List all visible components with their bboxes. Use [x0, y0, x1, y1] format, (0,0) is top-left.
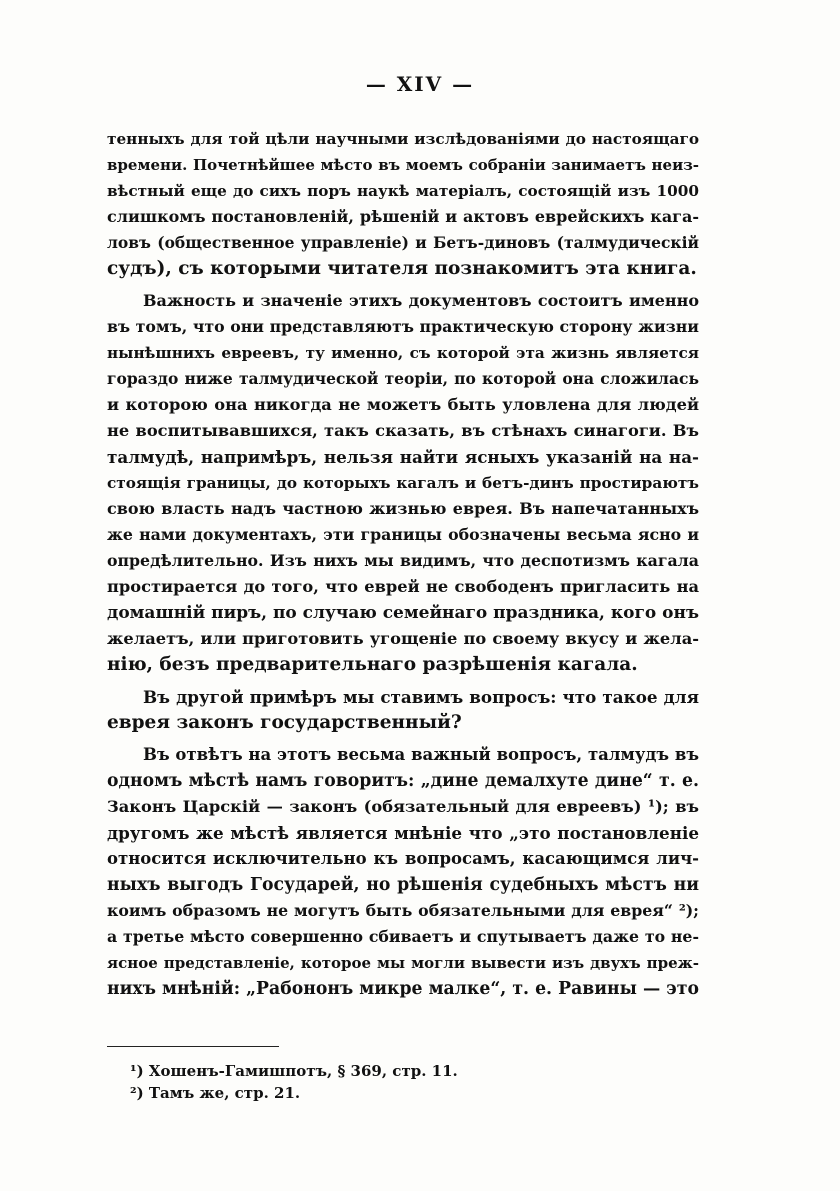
footnote-1: ¹) Хошенъ-Гамишпотъ, § 369, стр. 11. — [130, 1062, 458, 1080]
text-line: простирается до того, что еврей не свободенъ пригласить на — [107, 577, 699, 596]
paragraph-1 — [107, 126, 699, 282]
page-number: — XIV — — [365, 72, 475, 96]
text-line: талмудѣ, напримѣръ, нельзя найти ясныхъ указаній на на- — [107, 447, 699, 467]
text-line: судъ), съ которыми читателя познакомитъ эта книга. — [107, 258, 697, 279]
text-line: ловъ (общественное управленіе) и Бетъ-диновъ (талмудическій — [107, 233, 699, 252]
text-line: Въ другой примѣръ мы ставимъ вопросъ: что такое для — [143, 687, 699, 707]
text-line: домашній пиръ, по случаю семейнаго праздника, кого онъ — [107, 603, 700, 623]
text-line: нихъ мнѣній: „Рабононъ микре малке“, т. е. Равины — это — [107, 979, 699, 999]
text-line: тенныхъ для той цѣли научными изслѣдованіями до настоящаго — [107, 130, 699, 148]
text-line: же нами документахъ, эти границы обозначены весьма ясно и — [107, 525, 699, 544]
text-line: слишкомъ постановленій, рѣшеній и актовъ еврейскихъ кага- — [107, 207, 699, 226]
text-line: свою власть надъ частною жизнью еврея. Въ напечатанныхъ — [107, 499, 699, 518]
text-line: другомъ же мѣстѣ является мнѣніе что „это постановленіе — [107, 823, 699, 843]
footnote-2: ²) Тамъ же, стр. 21. — [130, 1084, 301, 1102]
paragraph-4 — [107, 742, 699, 1002]
paragraph-2 — [107, 288, 699, 678]
text-line: желаетъ, или приготовить угощеніе по своему вкусу и жела- — [107, 629, 699, 648]
text-line: Важность и значеніе этихъ документовъ состоитъ именно — [143, 291, 699, 310]
text-line: еврея законъ государственный? — [107, 712, 462, 733]
text-line: не воспитывавшихся, такъ сказать, въ стѣнахъ синагоги. Въ — [107, 421, 699, 440]
text-line: стоящія границы, до которыхъ кагалъ и бетъ-динъ простираютъ — [107, 474, 699, 492]
footnote-separator — [107, 1046, 279, 1047]
text-line: коимъ образомъ не могутъ быть обязательными для еврея“ ²); — [107, 901, 699, 920]
text-line: одномъ мѣстѣ намъ говоритъ: „дине демалхуте дине“ т. е. — [107, 771, 699, 791]
text-line: Законъ Царскій — законъ (обязательный для евреевъ) ¹); въ — [107, 797, 699, 816]
text-line: вѣстный еще до сихъ поръ наукѣ матеріалъ, состоящій изъ 1000 — [107, 182, 699, 200]
footnotes — [130, 1060, 690, 1104]
text-line: а третье мѣсто совершенно сбиваетъ и спутываетъ даже то не- — [107, 927, 699, 946]
text-line: нынѣшнихъ евреевъ, ту именно, съ которой эта жизнь является — [107, 344, 699, 362]
body-text — [107, 126, 699, 1008]
text-line: времени. Почетнѣйшее мѣсто въ моемъ собраніи занимаетъ неиз- — [107, 156, 699, 174]
text-line: и которою она никогда не можетъ быть уловлена для людей — [107, 395, 699, 414]
text-line: гораздо ниже талмудической теоріи, по которой она сложилась — [107, 369, 699, 388]
text-line: нію, безъ предварительнаго разрѣшенія кагала. — [107, 654, 638, 675]
text-line: ясное представленіе, которое мы могли вывести изъ двухъ преж- — [107, 954, 699, 972]
paragraph-3 — [107, 684, 699, 736]
text-line: опредѣлительно. Изъ нихъ мы видимъ, что деспотизмъ кагала — [107, 551, 699, 570]
text-line: ныхъ выгодъ Государей, но рѣшенія судебныхъ мѣстъ ни — [107, 875, 699, 895]
text-line: относится исключительно къ вопросамъ, касающимся лич- — [107, 849, 699, 868]
text-line: въ томъ, что они представляютъ практическую сторону жизни — [107, 317, 699, 336]
text-line: Въ отвѣтъ на этотъ весьма важный вопросъ, талмудъ въ — [143, 745, 699, 764]
